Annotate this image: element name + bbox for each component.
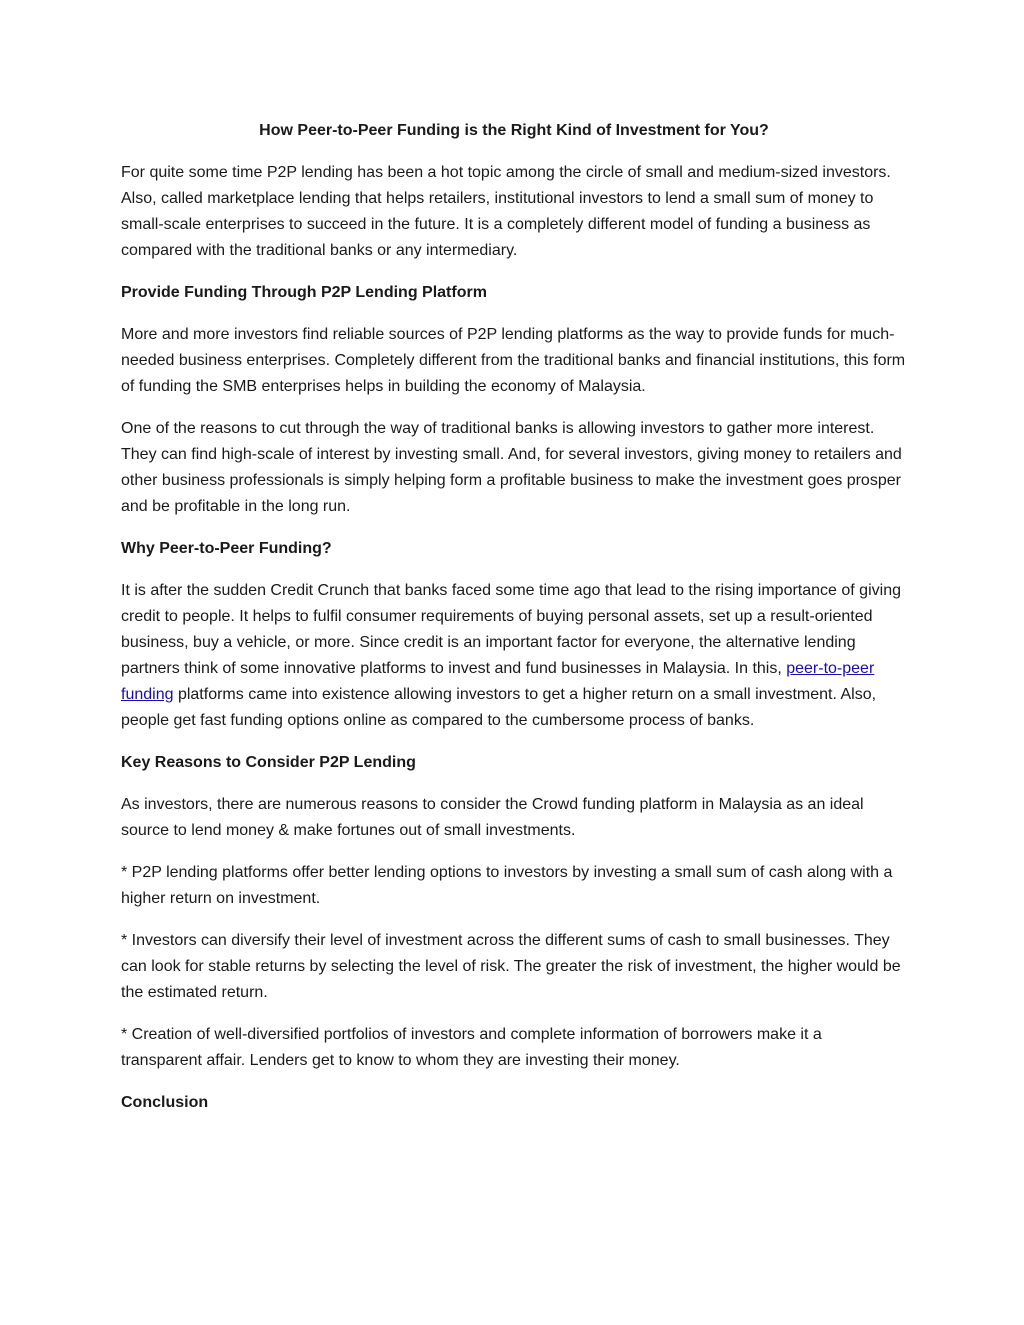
bullet-item: * P2P lending platforms offer better lending options to investors by investing a small sum of cash along with a higher return on investment. <box>121 864 893 907</box>
section-heading-provide-funding: Provide Funding Through P2P Lending Platform <box>121 284 487 301</box>
bullet-item: * Investors can diversify their level of investment across the different sums of cash to small businesses. They can look for stable returns by selecting the level of risk. The greater the risk of investment, the higher would be the estimated return. <box>121 932 901 1001</box>
section3-paragraph-1: As investors, there are numerous reasons to consider the Crowd funding platform in Malaysia as an ideal source to lend money & make fortunes out of small investments. <box>121 796 864 839</box>
section-heading-conclusion: Conclusion <box>121 1094 209 1111</box>
section-heading-key-reasons: Key Reasons to Consider P2P Lending <box>121 754 416 771</box>
intro-paragraph: For quite some time P2P lending has been a hot topic among the circle of small and medium-sized investors. Also, called marketplace lending that helps retailers, institutional investors to lend a small sum of money to small-scale enterprises to succeed in the future. It is a completely different model of funding a business as compared with the traditional banks or any intermediary. <box>121 164 891 259</box>
document-title: How Peer-to-Peer Funding is the Right Kind of Investment for You? <box>259 122 769 139</box>
section1-paragraph-2: One of the reasons to cut through the way of traditional banks is allowing investors to gather more interest. They can find high-scale of interest by investing small. And, for several investors, giving money to retailers and other business professionals is simply helping form a profitable business to make the investment goes prosper and be profitable in the long run. <box>121 420 902 515</box>
section2-text-before-link: It is after the sudden Credit Crunch that banks faced some time ago that lead to the rising importance of giving credit to people. It helps to fulfil consumer requirements of buying personal assets, set up a result-oriented business, buy a vehicle, or more. Since credit is an important factor for everyone, the alternative lending partners think of some innovative platforms to invest and fund businesses in Malaysia. In this, <box>121 582 901 677</box>
bullet-item: * Creation of well-diversified portfolios of investors and complete information of borrowers make it a transparent affair. Lenders get to know to whom they are investing their money. <box>121 1026 822 1069</box>
section2-text-after-link: platforms came into existence allowing investors to get a higher return on a small investment. Also, people get fast funding options online as compared to the cumbersome process of banks. <box>121 686 877 729</box>
section1-paragraph-1: More and more investors find reliable sources of P2P lending platforms as the way to provide funds for much-needed business enterprises. Completely different from the traditional banks and financial institutions, this form of funding the SMB enterprises helps in building the economy of Malaysia. <box>121 326 906 395</box>
section2-paragraph-1 <box>121 578 907 734</box>
document-page <box>121 118 907 1132</box>
section-heading-why-p2p: Why Peer-to-Peer Funding? <box>121 540 332 557</box>
peer-to-peer-funding-link[interactable]: peer-to-peer funding <box>121 660 875 703</box>
